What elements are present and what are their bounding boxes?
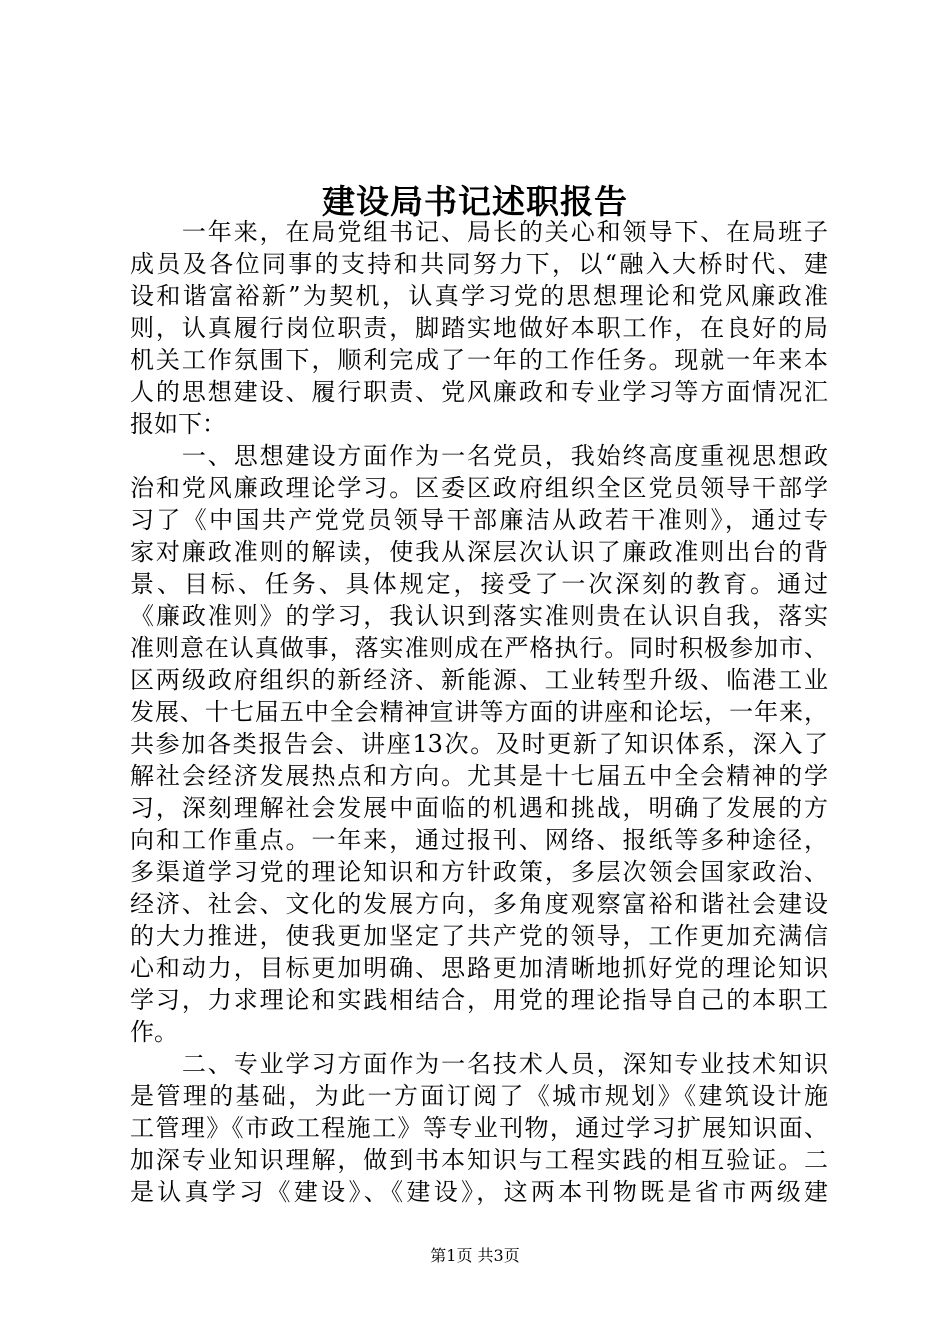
- text-line: 学习，力求理论和实践相结合，用党的理论指导自己的本职工: [130, 986, 828, 1014]
- text-line: 发展、十七届五中全会精神宣讲等方面的讲座和论坛，一年来，: [130, 698, 828, 726]
- text-line: 则，认真履行岗位职责，脚踏实地做好本职工作，在良好的局: [130, 314, 828, 342]
- document-title: 建设局书记述职报告: [322, 182, 628, 221]
- text-line: 设和谐富裕新”为契机，认真学习党的思想理论和党风廉政准: [130, 282, 828, 310]
- text-line: 家对廉政准则的解读，使我从深层次认识了廉政准则出台的背: [130, 538, 828, 566]
- text-line: 作。: [130, 1018, 178, 1046]
- text-line: 工管理》《市政工程施工》等专业刊物，通过学习扩展知识面、: [130, 1114, 828, 1142]
- text-line: 习，深刻理解社会发展中面临的机遇和挑战，明确了发展的方: [130, 794, 828, 822]
- text-line: 景、目标、任务、具体规定，接受了一次深刻的教育。通过: [130, 570, 828, 598]
- text-line: 二、专业学习方面作为一名技术人员，深知专业技术知识: [130, 1050, 828, 1078]
- page-footer: 第1页 共3页: [430, 1246, 520, 1265]
- text-line: 多渠道学习党的理论知识和方针政策，多层次领会国家政治、: [130, 858, 828, 886]
- text-line: 解社会经济发展热点和方向。尤其是十七届五中全会精神的学: [130, 762, 828, 790]
- text-line: 一、思想建设方面作为一名党员，我始终高度重视思想政: [130, 442, 828, 470]
- text-line: 是认真学习《建设》、《建设》，这两本刊物既是省市两级建: [130, 1178, 828, 1206]
- text-line: 《廉政准则》的学习，我认识到落实准则贵在认识自我，落实: [130, 602, 828, 630]
- document-body: [130, 216, 828, 1208]
- text-line: 报如下：: [130, 410, 226, 438]
- text-line: 治和党风廉政理论学习。区委区政府组织全区党员领导干部学: [130, 474, 828, 502]
- text-line: 区两级政府组织的新经济、新能源、工业转型升级、临港工业: [130, 666, 828, 694]
- text-line: 是管理的基础，为此一方面订阅了《城市规划》《建筑设计施: [130, 1082, 828, 1110]
- text-line: 机关工作氛围下，顺利完成了一年的工作任务。现就一年来本: [130, 346, 828, 374]
- text-line: 习了《中国共产党党员领导干部廉洁从政若干准则》，通过专: [130, 506, 828, 534]
- text-line: 心和动力，目标更加明确、思路更加清晰地抓好党的理论知识: [130, 954, 828, 982]
- text-line: 共参加各类报告会、讲座13次。及时更新了知识体系，深入了: [130, 730, 828, 758]
- text-line: 准则意在认真做事，落实准则成在严格执行。同时积极参加市、: [130, 634, 828, 662]
- text-line: 经济、社会、文化的发展方向，多角度观察富裕和谐社会建设: [130, 890, 828, 918]
- text-line: 人的思想建设、履行职责、党风廉政和专业学习等方面情况汇: [130, 378, 828, 406]
- text-line: 加深专业知识理解，做到书本知识与工程实践的相互验证。二: [130, 1146, 828, 1174]
- text-line: 一年来，在局党组书记、局长的关心和领导下、在局班子: [130, 218, 828, 246]
- text-line: 成员及各位同事的支持和共同努力下，以“融入大桥时代、建: [130, 250, 828, 278]
- text-line: 向和工作重点。一年来，通过报刊、网络、报纸等多种途径，: [130, 826, 828, 854]
- text-line: 的大力推进，使我更加坚定了共产党的领导，工作更加充满信: [130, 922, 828, 950]
